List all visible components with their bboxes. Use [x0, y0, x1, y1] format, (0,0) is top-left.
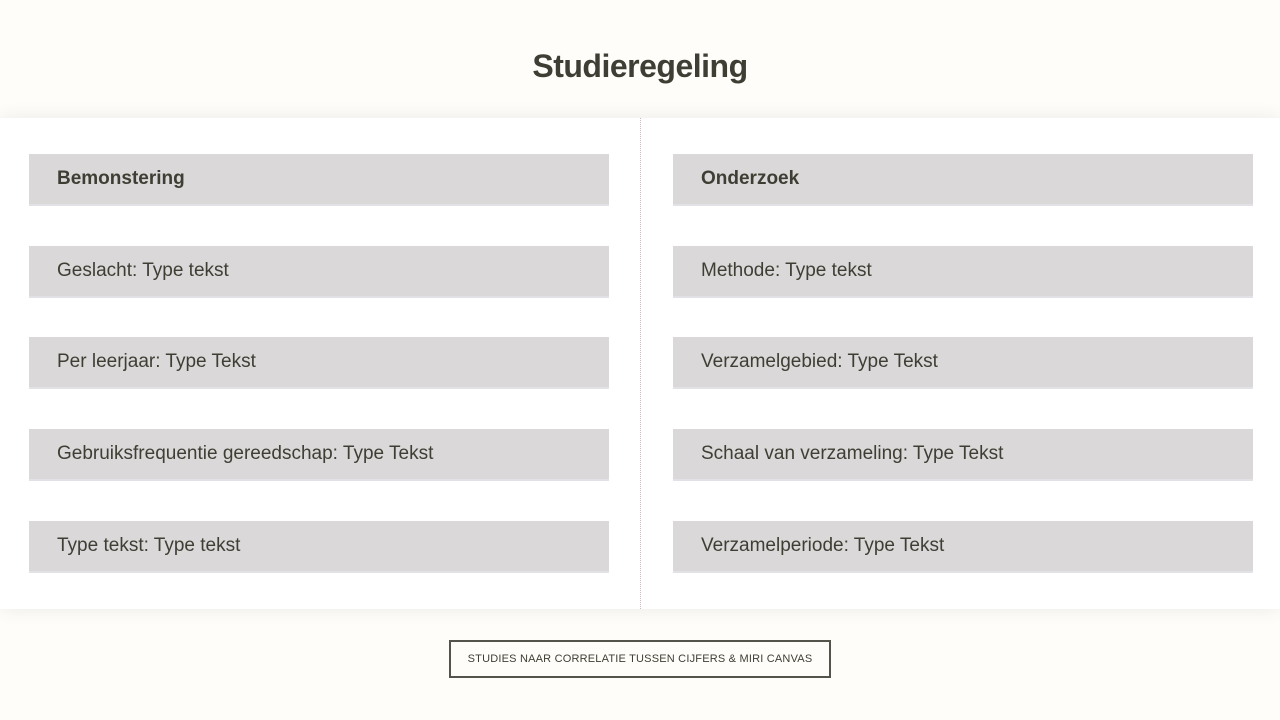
page-title: Studieregeling [532, 48, 748, 84]
left-item: Per leerjaar: Type Tekst [29, 337, 609, 389]
right-heading: Onderzoek [673, 154, 1253, 206]
right-item: Verzamelgebied: Type Tekst [673, 337, 1253, 389]
left-item: Type tekst: Type tekst [29, 521, 609, 573]
right-item: Verzamelperiode: Type Tekst [673, 521, 1253, 573]
column-divider [640, 118, 641, 609]
footer-link-button[interactable]: STUDIES NAAR CORRELATIE TUSSEN CIJFERS & MIRI CANVAS [449, 640, 831, 678]
right-item: Schaal van verzameling: Type Tekst [673, 429, 1253, 481]
left-item: Gebruiksfrequentie gereedschap: Type Tekst [29, 429, 609, 481]
left-heading: Bemonstering [29, 154, 609, 206]
right-item: Methode: Type tekst [673, 246, 1253, 298]
left-item: Geslacht: Type tekst [29, 246, 609, 298]
